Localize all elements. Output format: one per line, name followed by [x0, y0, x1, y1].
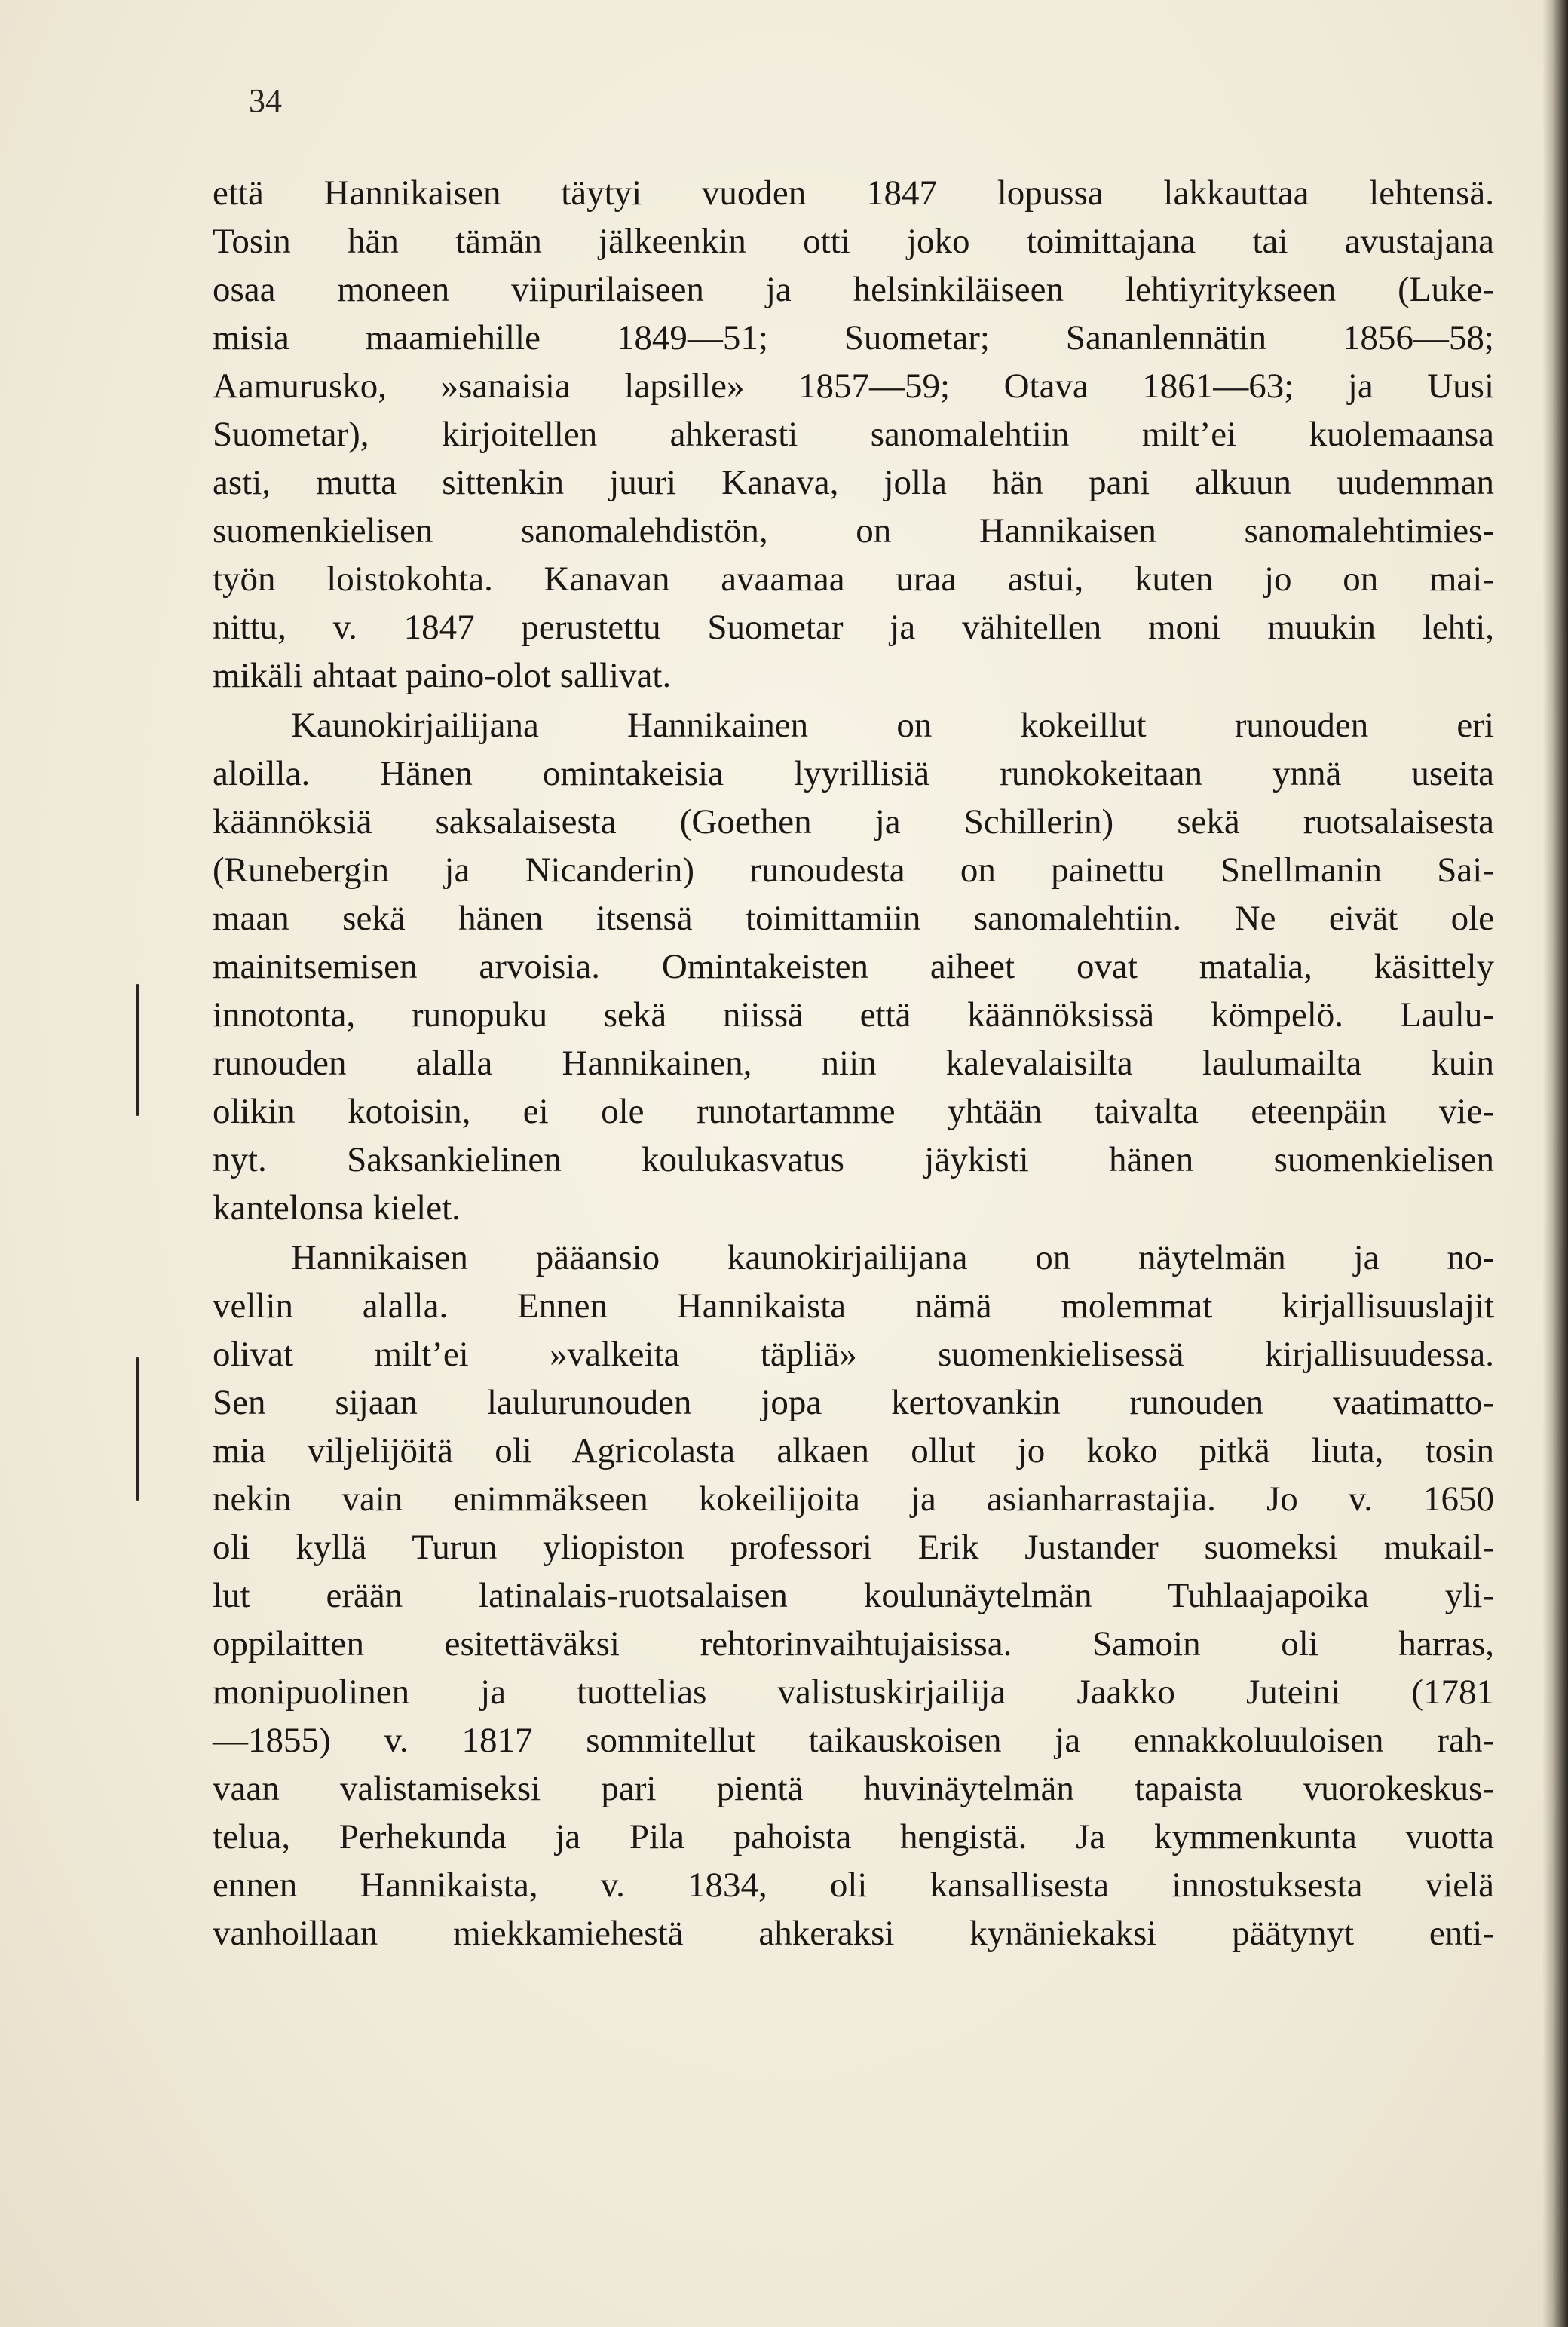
page-number: 34: [249, 82, 282, 119]
text-line: Kaunokirjailijana Hannikainen on kokeillut runouden eri: [291, 706, 1494, 745]
text-line: osaa moneen viipurilaiseen ja helsinkiläiseen lehtiyritykseen (Luke-: [213, 270, 1494, 309]
text-line: asti, mutta sittenkin juuri Kanava, jolla hän pani alkuun uudemman: [213, 463, 1494, 502]
text-line: ennen Hannikaista, v. 1834, oli kansallisesta innostuksesta vielä: [213, 1866, 1494, 1905]
text-line: —1855) v. 1817 sommitellut taikauskoisen ja ennakkoluuloisen rah-: [213, 1721, 1494, 1760]
text-line: Aamurusko, »sanaisia lapsille» 1857—59; Otava 1861—63; ja Uusi: [213, 366, 1494, 406]
text-line: mia viljelijöitä oli Agricolasta alkaen ollut jo koko pitkä liuta, tosin: [213, 1431, 1494, 1470]
text-line: työn loistokohta. Kanavan avaamaa uraa astui, kuten jo on mai-: [213, 560, 1494, 599]
text-line: telua, Perhekunda ja Pila pahoista hengistä. Ja kymmenkunta vuotta: [213, 1817, 1494, 1856]
text-line: oppilaitten esitettäväksi rehtorinvaihtujaisissa. Samoin oli harras,: [213, 1624, 1494, 1663]
text-line: käännöksiä saksalaisesta (Goethen ja Schillerin) sekä ruotsalaisesta: [213, 802, 1494, 842]
text-line: Hannikaisen pääansio kaunokirjailijana on näytelmän ja no-: [291, 1238, 1494, 1277]
text-line: kantelonsa kielet.: [213, 1188, 461, 1228]
text-line: vaan valistamiseksi pari pientä huvinäytelmän tapaista vuorokeskus-: [213, 1769, 1494, 1808]
text-line: nittu, v. 1847 perustettu Suometar ja vähitellen moni muukin lehti,: [213, 608, 1494, 647]
text-line: että Hannikaisen täytyi vuoden 1847 lopussa lakkauttaa lehtensä.: [213, 173, 1494, 213]
text-line: Sen sijaan laulurunouden jopa kertovankin runouden vaatimatto-: [213, 1383, 1494, 1422]
text-line: maan sekä hänen itsensä toimittamiin sanomalehtiin. Ne eivät ole: [213, 899, 1494, 938]
text-line: runouden alalla Hannikainen, niin kalevalaisilta laulumailta kuin: [213, 1044, 1494, 1083]
margin-mark: [136, 984, 139, 1116]
text-line: nekin vain enimmäkseen kokeilijoita ja asianharrastajia. Jo v. 1650: [213, 1479, 1494, 1519]
text-line: Tosin hän tämän jälkeenkin otti joko toimittajana tai avustajana: [213, 222, 1494, 261]
text-line: vanhoillaan miekkamiehestä ahkeraksi kynäniekaksi päätynyt enti-: [213, 1914, 1494, 1953]
text-line: nyt. Saksankielinen koulukasvatus jäykisti hänen suomenkielisen: [213, 1140, 1494, 1179]
text-line: olikin kotoisin, ei ole runotartamme yhtään taivalta eteenpäin vie-: [213, 1092, 1494, 1131]
text-line: vellin alalla. Ennen Hannikaista nämä molemmat kirjallisuuslajit: [213, 1286, 1494, 1326]
text-line: mikäli ahtaat paino-olot sallivat.: [213, 656, 672, 695]
text-line: oli kyllä Turun yliopiston professori Erik Justander suomeksi mukail-: [213, 1528, 1494, 1567]
text-line: misia maamiehille 1849—51; Suometar; Sananlennätin 1856—58;: [213, 318, 1494, 357]
text-line: olivat milt’ei »valkeita täpliä» suomenkielisessä kirjallisuudessa.: [213, 1335, 1494, 1374]
text-line: (Runebergin ja Nicanderin) runoudesta on painettu Snellmanin Sai-: [213, 851, 1494, 890]
text-line: monipuolinen ja tuottelias valistuskirjailija Jaakko Juteini (1781: [213, 1672, 1494, 1712]
margin-mark: [136, 1357, 139, 1501]
text-line: suomenkielisen sanomalehdistön, on Hannikaisen sanomalehtimies-: [213, 511, 1494, 550]
text-line: Suometar), kirjoitellen ahkerasti sanomalehtiin milt’ei kuolemaansa: [213, 415, 1494, 454]
text-line: innotonta, runopuku sekä niissä että käännöksissä kömpelö. Laulu-: [213, 995, 1494, 1035]
text-line: aloilla. Hänen omintakeisia lyyrillisiä runokokeitaan ynnä useita: [213, 754, 1494, 793]
page-edge-shadow: [1542, 0, 1568, 2327]
text-line: lut erään latinalais-ruotsalaisen koulunäytelmän Tuhlaajapoika yli-: [213, 1576, 1494, 1615]
text-line: mainitsemisen arvoisia. Omintakeisten aiheet ovat matalia, käsittely: [213, 947, 1494, 986]
